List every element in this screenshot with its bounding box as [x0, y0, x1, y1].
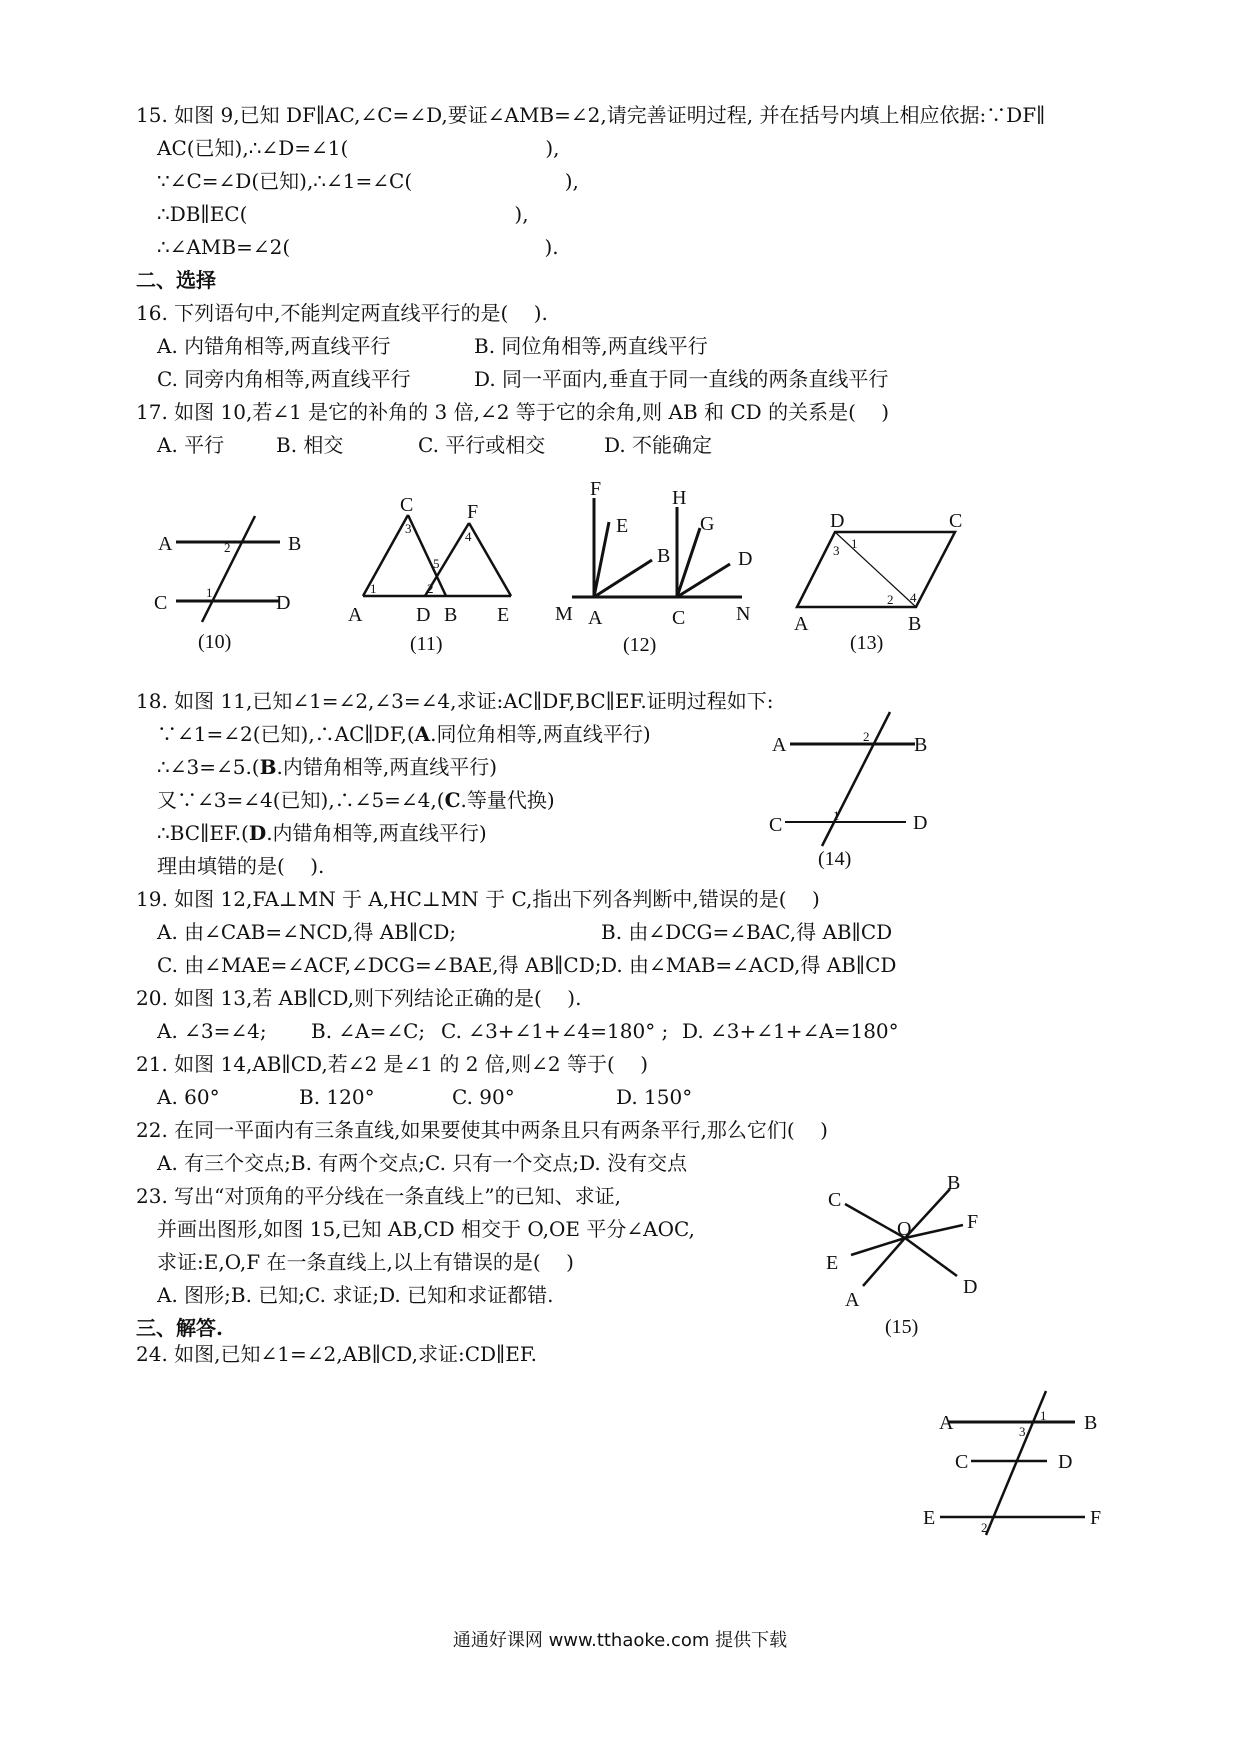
angle-3-label: 3: [405, 521, 412, 536]
ray-cg: [677, 528, 700, 597]
q19-option-a: A. 由∠CAB=∠NCD,得 AB∥CD;: [157, 920, 457, 944]
q17-stem: 17. 如图 10,若∠1 是它的补角的 3 倍,∠2 等于它的余角,则 AB 和 CD 的关系是( ): [136, 400, 890, 424]
figure-13: [785, 505, 970, 660]
ray-oc: [845, 1204, 905, 1238]
figure-10: [140, 505, 320, 660]
label-c: C: [828, 1189, 842, 1211]
q18-line1-reason: .同位角相等,两直线平行): [430, 722, 651, 746]
label-b: B: [908, 613, 922, 635]
angle-1-label: 1: [370, 581, 377, 596]
label-d: D: [913, 812, 928, 834]
label-a: A: [588, 607, 603, 629]
label-d: D: [1058, 1451, 1073, 1473]
q22-options: A. 有三个交点;B. 有两个交点;C. 只有一个交点;D. 没有交点: [157, 1151, 688, 1175]
angle-4-label: 4: [465, 529, 472, 544]
q18-option-c-letter: C: [444, 788, 461, 812]
q21-option-b: B. 120°: [299, 1085, 375, 1109]
angle-1-label: 1: [851, 536, 858, 551]
label-a: A: [348, 604, 363, 626]
q18-line1: [157, 721, 651, 747]
caption: (12): [623, 634, 657, 656]
q20-option-c: C. ∠3+∠1+∠4=180° ;: [441, 1019, 669, 1043]
label-a: A: [772, 734, 787, 756]
label-o: O: [897, 1218, 912, 1240]
label-d: D: [416, 604, 431, 626]
label-e: E: [923, 1507, 936, 1529]
section-heading-choice: 二、选择: [136, 268, 216, 292]
label-d: D: [830, 510, 845, 532]
q21-option-a: A. 60°: [157, 1085, 220, 1109]
label-a: A: [794, 613, 809, 635]
q18-option-a-letter: A: [414, 722, 431, 746]
q18-line4-reason: .内错角相等,两直线平行): [266, 821, 487, 845]
footer-source: 通通好课网 www.tthaoke.com 提供下载: [452, 1630, 788, 1651]
q18-line4-text: ∴BC∥EF.(: [157, 821, 249, 845]
q19-option-c: C. 由∠MAE=∠ACF,∠DCG=∠BAE,得 AB∥CD;: [157, 953, 602, 977]
q23-line1: 23. 写出“对顶角的平分线在一条直线上”的已知、求证,: [136, 1184, 621, 1208]
label-b: B: [947, 1172, 961, 1194]
label-c: C: [769, 814, 783, 836]
q17-option-d: D. 不能确定: [604, 433, 713, 457]
angle-1-label: 1: [833, 808, 840, 823]
q18-line5: 理由填错的是( ).: [157, 854, 325, 878]
angle-1-label: 1: [206, 585, 213, 600]
q18-line2-reason: .内错角相等,两直线平行): [276, 755, 498, 779]
label-d: D: [738, 548, 753, 570]
q15-line4: ∴DB∥EC( ),: [157, 202, 529, 226]
label-c: C: [400, 494, 414, 516]
label-f: F: [467, 501, 479, 523]
transversal: [986, 1391, 1046, 1535]
figure-12: [550, 480, 760, 660]
angle-5-label: 5: [433, 556, 440, 571]
label-b: B: [657, 545, 671, 567]
q19-option-b: B. 由∠DCG=∠BAC,得 AB∥CD: [601, 920, 893, 944]
q21-option-d: D. 150°: [616, 1085, 693, 1109]
q18-line2-text: ∴∠3=∠5.(: [157, 755, 260, 779]
transversal: [202, 516, 255, 622]
ray-ab: [594, 560, 652, 597]
caption: (15): [885, 1316, 919, 1338]
figure-15: [815, 1168, 990, 1343]
label-m: M: [555, 603, 573, 625]
label-h: H: [672, 487, 687, 509]
q23-options: A. 图形;B. 已知;C. 求证;D. 已知和求证都错.: [157, 1283, 554, 1307]
q18-option-b-letter: B: [259, 755, 277, 779]
q20-option-a: A. ∠3=∠4;: [157, 1019, 267, 1043]
figure-11: [345, 493, 525, 663]
q15-line2: AC(已知),∴∠D=∠1( ),: [157, 136, 560, 160]
side-fe: [469, 523, 511, 596]
label-d: D: [963, 1276, 978, 1298]
angle-2-label: 2: [863, 729, 870, 744]
q18-line3: [157, 787, 555, 813]
q15-line1: 15. 如图 9,已知 DF∥AC,∠C=∠D,要证∠AMB=∠2,请完善证明过程, 并在括号内填上相应依据:∵DF∥: [136, 103, 1046, 127]
label-c: C: [672, 607, 686, 629]
angle-3-label: 3: [1019, 1424, 1026, 1439]
q18-line3-reason: .等量代换): [460, 788, 555, 812]
transversal: [822, 712, 890, 846]
q16-option-a: A. 内错角相等,两直线平行: [157, 334, 391, 358]
q16-stem: 16. 下列语句中,不能判定两直线平行的是( ).: [136, 301, 548, 325]
q17-option-b: B. 相交: [276, 433, 344, 457]
q18-line1-text: ∵∠1=∠2(已知),∴AC∥DF,(: [157, 722, 415, 746]
caption: (11): [410, 633, 443, 655]
q18-line3-text: 又∵∠3=∠4(已知),∴∠5=∠4,(: [157, 788, 445, 812]
q16-option-c: C. 同旁内角相等,两直线平行: [157, 367, 411, 391]
q19-option-d: D. 由∠MAB=∠ACD,得 AB∥CD: [601, 953, 897, 977]
q20-stem: 20. 如图 13,若 AB∥CD,则下列结论正确的是( ).: [136, 986, 582, 1010]
label-b: B: [1084, 1412, 1098, 1434]
label-e: E: [497, 604, 510, 626]
q23-line2: 并画出图形,如图 15,已知 AB,CD 相交于 O,OE 平分∠AOC,: [157, 1217, 695, 1241]
label-n: N: [736, 603, 751, 625]
label-a: A: [158, 533, 173, 555]
angle-2-label: 2: [224, 540, 231, 555]
label-c: C: [949, 510, 963, 532]
label-b: B: [914, 734, 928, 756]
label-f: F: [967, 1211, 979, 1233]
label-f: F: [1090, 1507, 1102, 1529]
q17-option-a: A. 平行: [157, 433, 225, 457]
angle-3-label: 3: [833, 543, 840, 558]
q21-option-c: C. 90°: [452, 1085, 515, 1109]
label-e: E: [616, 515, 629, 537]
label-c: C: [154, 592, 168, 614]
caption: (14): [818, 848, 852, 870]
angle-2-label: 2: [427, 581, 434, 596]
q21-stem: 21. 如图 14,AB∥CD,若∠2 是∠1 的 2 倍,则∠2 等于( ): [136, 1052, 649, 1076]
q18-stem: 18. 如图 11,已知∠1=∠2,∠3=∠4,求证:AC∥DF,BC∥EF.证明过程如下:: [136, 689, 774, 713]
label-a: A: [939, 1412, 954, 1434]
q15-line5: ∴∠AMB=∠2( ).: [157, 235, 559, 259]
q23-line3: 求证:E,O,F 在一条直线上,以上有错误的是( ): [157, 1250, 574, 1274]
q18-line4: [157, 820, 487, 846]
label-b: B: [288, 533, 302, 555]
q18-option-d-letter: D: [248, 821, 267, 845]
q22-stem: 22. 在同一平面内有三条直线,如果要使其中两条且只有两条平行,那么它们( ): [136, 1118, 828, 1142]
q16-option-d: D. 同一平面内,垂直于同一直线的两条直线平行: [474, 367, 889, 391]
q17-option-c: C. 平行或相交: [418, 433, 546, 457]
q16-option-b: B. 同位角相等,两直线平行: [474, 334, 708, 358]
figure-14: [765, 708, 940, 878]
angle-4-label: 4: [910, 590, 917, 605]
angle-2-label: 2: [981, 1520, 988, 1535]
caption: (13): [850, 632, 884, 654]
angle-2-label: 2: [887, 592, 894, 607]
angle-1-label: 1: [1040, 1408, 1047, 1423]
ray-ae: [594, 522, 609, 597]
label-c: C: [955, 1451, 969, 1473]
label-d: D: [276, 592, 291, 614]
label-e: E: [826, 1252, 839, 1274]
q20-option-d: D. ∠3+∠1+∠A=180°: [682, 1019, 899, 1043]
caption: (10): [198, 631, 232, 653]
section-heading-answer: 三、解答.: [136, 1316, 223, 1340]
q15-line3: ∵∠C=∠D(已知),∴∠1=∠C( ),: [157, 169, 579, 193]
q19-stem: 19. 如图 12,FA⊥MN 于 A,HC⊥MN 于 C,指出下列各判断中,错误的是( ): [136, 887, 820, 911]
q18-line2: [157, 754, 497, 780]
figure-24: [920, 1385, 1110, 1545]
q24-stem: 24. 如图,已知∠1=∠2,AB∥CD,求证:CD∥EF.: [136, 1342, 537, 1366]
q20-option-b: B. ∠A=∠C;: [311, 1019, 426, 1043]
label-a: A: [845, 1289, 860, 1311]
ray-od: [905, 1238, 957, 1276]
diagonal-db: [835, 532, 916, 607]
label-f: F: [590, 478, 602, 500]
label-b: B: [444, 604, 458, 626]
label-g: G: [700, 513, 715, 535]
